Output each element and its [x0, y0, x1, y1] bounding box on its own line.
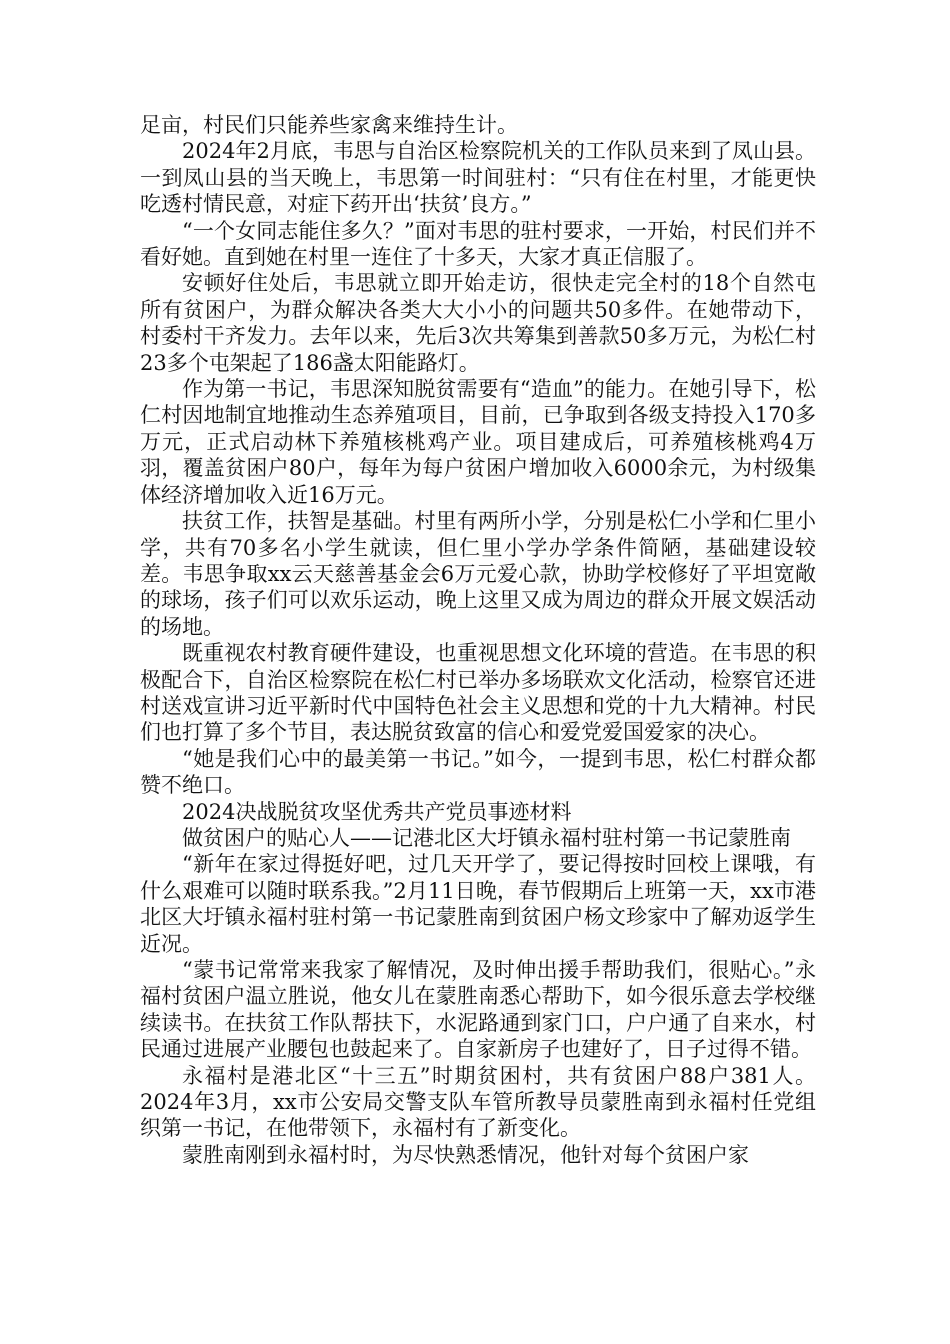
- paragraph: 永福村是港北区“十三五”时期贫困村，共有贫困户88户381人。2024年3月，xx市公安局交警支队车管所教导员蒙胜南到永福村任党组织第一书记，在他带领下，永福村有了新变化。: [140, 1063, 816, 1141]
- paragraph: “蒙书记常常来我家了解情况，及时伸出援手帮助我们，很贴心。”永福村贫困户温立胜说，他女儿在蒙胜南悉心帮助下，如今很乐意去学校继续读书。在扶贫工作队帮扶下，水泥路通到家门口，户户通了自来水，村民通过进展产业腰包也鼓起来了。自家新房子也建好了，日子过得不错。: [140, 958, 816, 1062]
- paragraph: 蒙胜南刚到永福村时，为尽快熟悉情况，他针对每个贫困户家: [182, 1142, 749, 1167]
- paragraph: 作为第一书记，韦思深知脱贫需要有“造血”的能力。在她引导下，松仁村因地制宜地推动生态养殖项目，目前，已争取到各级支持投入170多万元，正式启动林下养殖核桃鸡产业。项目建成后，可养殖核桃鸡4万羽，覆盖贫困户80户，每年为每户贫困户增加收入6000余元，为村级集体经济增加收入近16万元。: [140, 377, 816, 507]
- section-title: 2024决战脱贫攻坚优秀共产党员事迹材料: [182, 799, 572, 824]
- paragraph: 既重视农村教育硬件建设，也重视思想文化环境的营造。在韦思的积极配合下，自治区检察院在松仁村已举办多场联欢文化活动，检察官还进村送戏宣讲习近平新时代中国特色社会主义思想和党的十九大精神。村民们也打算了多个节目，表达脱贫致富的信心和爱党爱国爱家的决心。: [140, 641, 816, 745]
- paragraph: “一个女同志能住多久？”面对韦思的驻村要求，一开始，村民们并不看好她。直到她在村里一连住了十多天，大家才真正信服了。: [140, 218, 816, 270]
- paragraph: “新年在家过得挺好吧，过几天开学了，要记得按时回校上课哦，有什么艰难可以随时联系我。”2月11日晚，春节假期后上班第一天，xx市港北区大圩镇永福村驻村第一书记蒙胜南到贫困户杨文珍家中了解劝返学生近况。: [140, 852, 816, 956]
- section-subtitle: 做贫困户的贴心人——记港北区大圩镇永福村驻村第一书记蒙胜南: [182, 825, 791, 850]
- paragraph: 安顿好住处后，韦思就立即开始走访，很快走完全村的18个自然屯所有贫困户，为群众解决各类大大小小的问题共50多件。在她带动下，村委村干齐发力。去年以来，先后3次共筹集到善款50多万元，为松仁村23多个屯架起了186盏太阳能路灯。: [140, 271, 816, 375]
- document-page: [140, 112, 816, 1168]
- paragraph: 足亩，村民们只能养些家禽来维持生计。: [140, 113, 518, 137]
- paragraph: 扶贫工作，扶智是基础。村里有两所小学，分别是松仁小学和仁里小学，共有70多名小学生就读，但仁里小学办学条件简陋，基础建设较差。韦思争取xx云天慈善基金会6万元爱心款，协助学校修好了平坦宽敞的球场，孩子们可以欢乐运动，晚上这里又成为周边的群众开展文娱活动的场地。: [140, 509, 816, 639]
- paragraph: “她是我们心中的最美第一书记。”如今，一提到韦思，松仁村群众都赞不绝口。: [140, 746, 816, 798]
- paragraph: 2024年2月底，韦思与自治区检察院机关的工作队员来到了凤山县。一到凤山县的当天晚上，韦思第一时间驻村：“只有住在村里，才能更快吃透村情民意，对症下药开出‘扶贫’良方。”: [140, 139, 816, 217]
